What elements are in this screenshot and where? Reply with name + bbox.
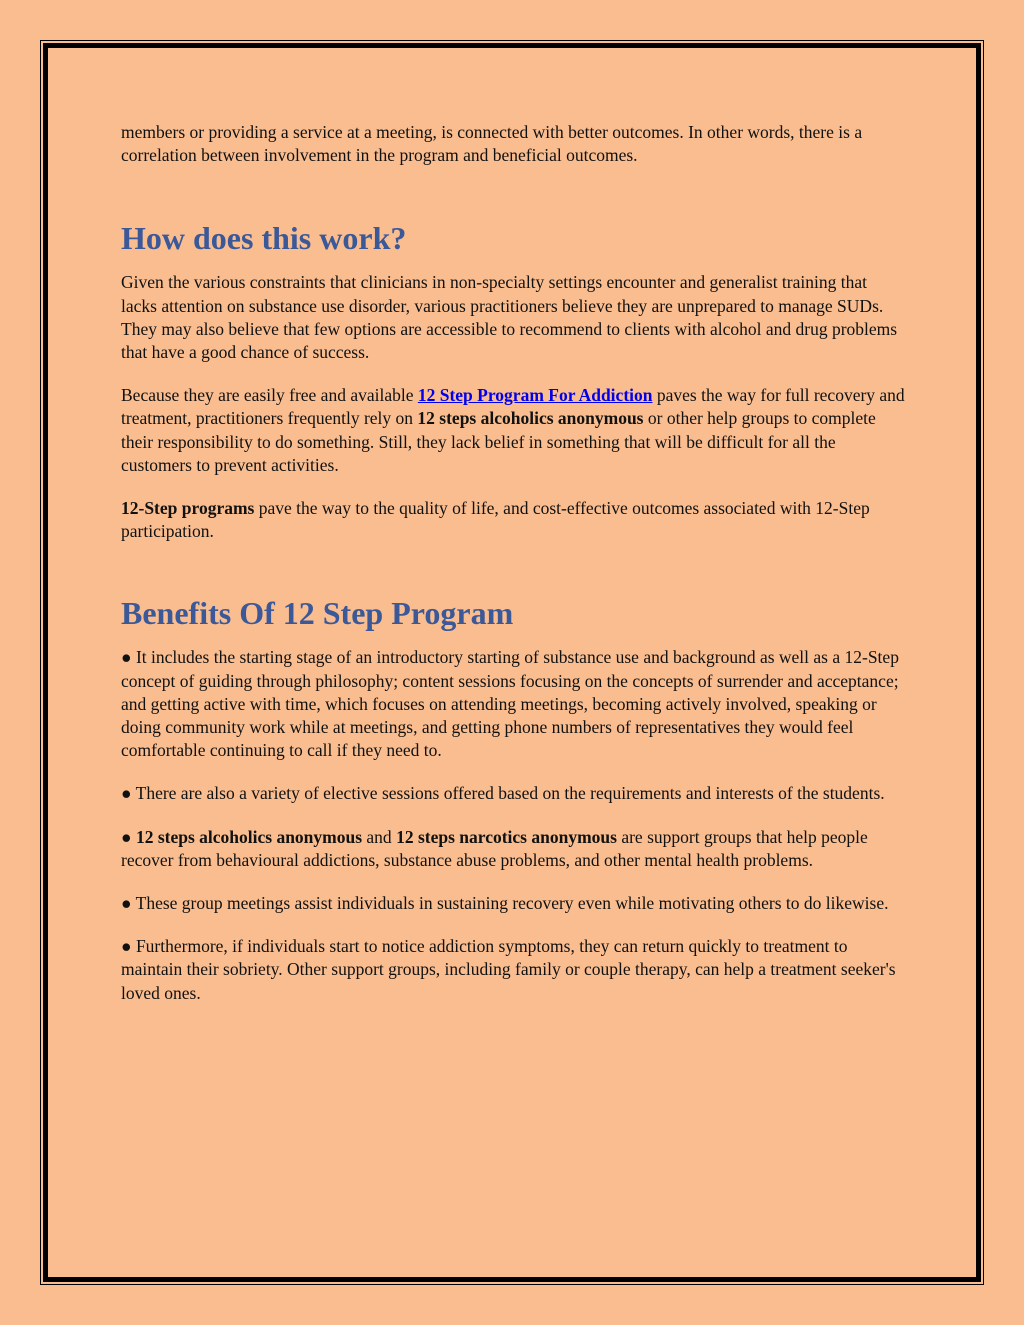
12-step-program-link[interactable]: 12 Step Program For Addiction	[417, 385, 653, 406]
how-paragraph-2	[121, 384, 906, 477]
benefit-bullet-4: ● These group meetings assist individuals in sustaining recovery even while motivating others to do likewise.	[121, 893, 889, 914]
bullet3-bold-1: 12 steps alcoholics anonymous	[135, 826, 363, 847]
benefit-bullet-5: ● Furthermore, if individuals start to notice addiction symptoms, they can return quickly to treatment to maintain their sobriety. Other support groups, including family or couple therapy, can help a treatment seeker's loved ones.	[121, 936, 896, 1003]
how-p3-rest: pave the way to the quality of life, and cost-effective outcomes associated with 12-Step participation.	[121, 498, 870, 542]
heading-benefits: Benefits Of 12 Step Program	[121, 595, 514, 632]
intro-paragraph: members or providing a service at a meeting, is connected with better outcomes. In other words, there is a correlation between involvement in the program and beneficial outcomes.	[121, 122, 863, 166]
bullet3-marker: ●	[121, 826, 136, 847]
how-p3-bold: 12-Step programs	[121, 498, 255, 519]
benefit-bullet-2: ● There are also a variety of elective sessions offered based on the requirements and interests of the students.	[121, 783, 885, 804]
benefit-bullet-3	[121, 826, 906, 872]
bullet3-and: and	[362, 826, 397, 847]
how-p2-start: Because they are easily free and available	[121, 385, 418, 406]
benefit-bullet-1: ● It includes the starting stage of an introductory starting of substance use and background as well as a 12-Step concept of guiding through philosophy; content sessions focusing on the concepts of surrender and acceptance; and getting active with time, which focuses on attending meetings, becoming actively involved, speaking or doing community work while at meetings, and getting phone numbers of representatives they would feel comfortable continuing to call if they need to.	[121, 647, 899, 761]
bullet3-bold-2: 12 steps narcotics anonymous	[396, 826, 617, 847]
bullet3-rest: are support groups that help people recover from behavioural addictions, substance abuse problems, and other mental health problems.	[121, 826, 868, 870]
how-paragraph-3	[121, 497, 906, 543]
how-paragraph-1: Given the various constraints that clinicians in non-specialty settings encounter and generalist training that lacks attention on substance use disorder, various practitioners believe they are unprepared to manage SUDs. They may also believe that few options are accessible to recommend to clients with alcohol and drug problems that have a good chance of success.	[121, 272, 898, 363]
how-p2-bold: 12 steps alcoholics anonymous	[417, 408, 644, 429]
heading-how-does-this-work: How does this work?	[121, 220, 407, 257]
how-p2-end: or other help groups to complete their responsibility to do something. Still, they lack belief in something that will be difficult for all the customers to prevent activities.	[121, 408, 876, 475]
how-p2-mid: paves the way for full recovery and treatment, practitioners frequently rely on	[121, 385, 905, 429]
document-body	[121, 121, 906, 1025]
